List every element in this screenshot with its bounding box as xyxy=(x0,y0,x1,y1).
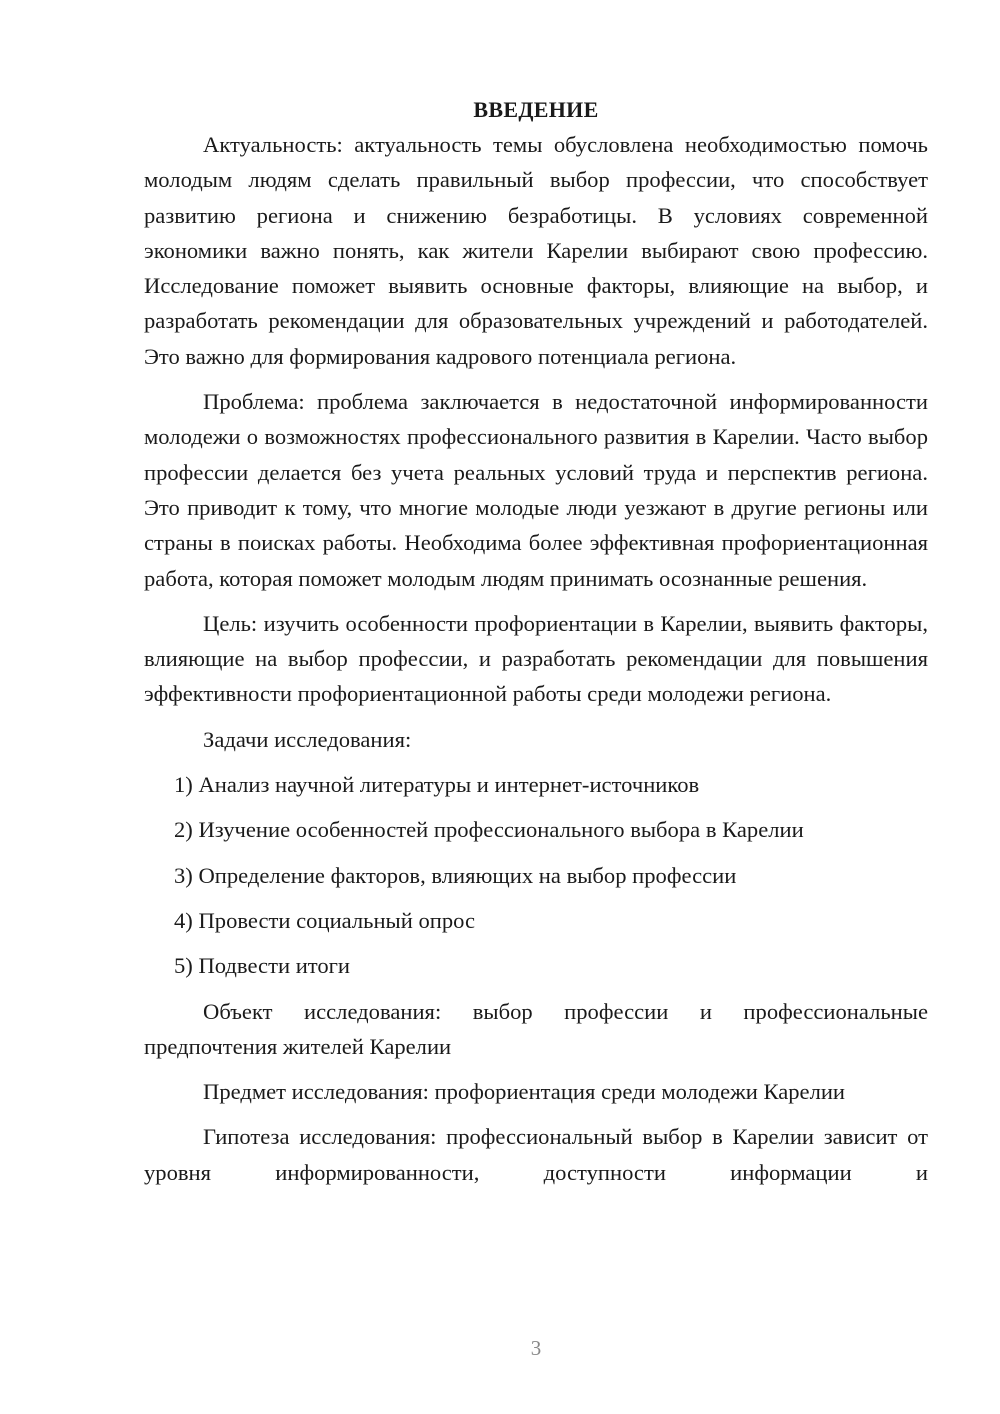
relevance-paragraph: Актуальность: актуальность темы обусловлена необходимостью помочь молодым людям сделать правильный выбор профессии, что способствует развитию региона и снижению безработицы. В условиях современной экономики важно понять, как жители Карелии выбирают свою профессию. Исследование поможет выявить основные факторы, влияющие на выбор, и разработать рекомендации для образовательных учреждений и работодателей. Это важно для формирования кадрового потенциала региона. xyxy=(144,132,928,369)
subject-paragraph: Предмет исследования: профориентация среди молодежи Карелии xyxy=(203,1079,846,1105)
task-item: 2) Изучение особенностей профессионального выбора в Карелии xyxy=(174,817,804,843)
page-number: 3 xyxy=(530,1336,542,1360)
page-title: ВВЕДЕНИЕ xyxy=(473,97,599,122)
task-item: 4) Провести социальный опрос xyxy=(174,907,476,933)
hypothesis-paragraph: Гипотеза исследования: профессиональный выбор в Карелии зависит от уровня информированности, доступности информации и xyxy=(144,1124,928,1185)
task-item: 5) Подвести итоги xyxy=(174,953,351,979)
tasks-heading: Задачи исследования: xyxy=(203,726,412,752)
object-paragraph: Объект исследования: выбор профессии и профессиональные предпочтения жителей Карелии xyxy=(144,998,928,1059)
task-item: 1) Анализ научной литературы и интернет-источников xyxy=(174,772,700,798)
document-page xyxy=(144,92,928,1200)
problem-paragraph: Проблема: проблема заключается в недостаточной информированности молодежи о возможностях профессионального развития в Карелии. Часто выбор профессии делается без учета реальных условий труда и перспектив региона. Это приводит к тому, что многие молодые люди уезжают в другие регионы или страны в поисках работы. Необходима более эффективная профориентационная работа, которая поможет молодым людям принимать осознанные решения. xyxy=(144,389,928,591)
goal-paragraph: Цель: изучить особенности профориентации в Карелии, выявить факторы, влияющие на выбор профессии, и разработать рекомендации для повышения эффективности профориентационной работы среди молодежи региона. xyxy=(144,610,928,707)
task-item: 3) Определение факторов, влияющих на выбор профессии xyxy=(174,862,737,888)
